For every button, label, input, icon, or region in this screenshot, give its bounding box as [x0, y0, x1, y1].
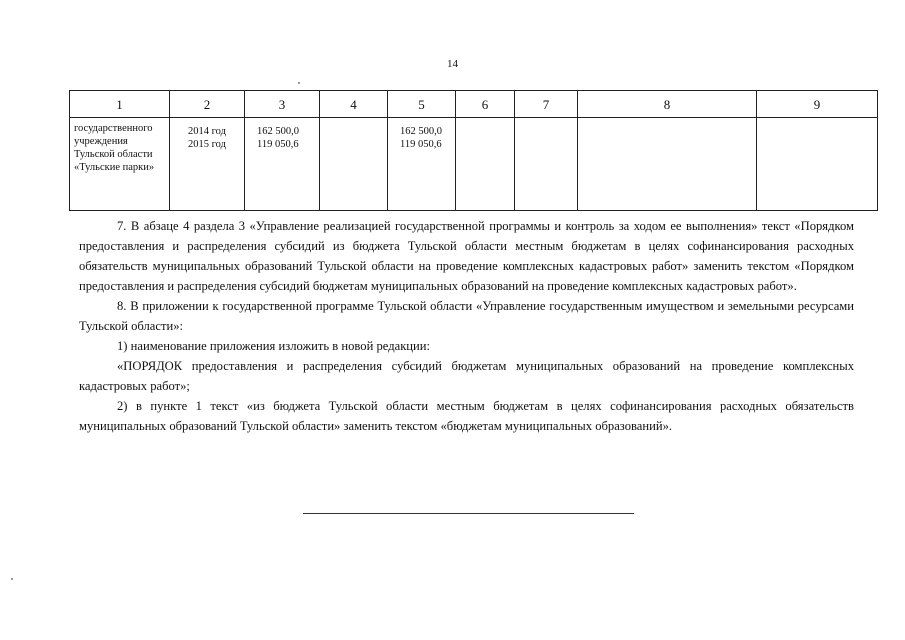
closing-divider: [303, 513, 634, 514]
paragraph-subitem-2: 2) в пункте 1 текст «из бюджета Тульской области местным бюджетам в целях софинансирования расходных обязательств муниципальных образований Тульской области» заменить текстом «бюджетам муниципальных образований».: [79, 399, 854, 433]
column-header: 3: [245, 91, 320, 118]
page-number: 14: [447, 58, 458, 70]
column-header: 7: [515, 91, 578, 118]
table-header-row: [70, 91, 878, 118]
year-cell: [170, 118, 245, 211]
institution-name-line: учреждения: [74, 136, 128, 147]
paragraph-quoted-title: «ПОРЯДОК предоставления и распределения субсидий бюджетам муниципальных образований на проведение комплексных кадастровых работ»;: [79, 359, 854, 393]
amount-value: 162 500,0: [400, 126, 442, 137]
institution-name-line: государственного: [74, 123, 153, 134]
institution-name-line: «Тульские парки»: [74, 162, 155, 173]
amount-value: 119 050,6: [257, 139, 299, 150]
institution-name-cell: [70, 118, 170, 211]
year-value: 2015 год: [188, 139, 226, 150]
scan-artifact: [298, 82, 300, 84]
column-header: 2: [170, 91, 245, 118]
column-header: 6: [456, 91, 515, 118]
budget-table: [69, 90, 878, 211]
amount-cell-col5: [388, 118, 456, 211]
column-header: 9: [757, 91, 878, 118]
column-header: 5: [388, 91, 456, 118]
document-body: [79, 216, 854, 436]
empty-cell-col7: [515, 118, 578, 211]
scan-artifact: [11, 578, 13, 580]
empty-cell-col8: [578, 118, 757, 211]
amount-cell-col3: [245, 118, 320, 211]
institution-name-line: Тульской области: [74, 149, 153, 160]
amount-value: 162 500,0: [257, 126, 299, 137]
column-header: 8: [578, 91, 757, 118]
column-header: 4: [320, 91, 388, 118]
column-header: 1: [70, 91, 170, 118]
table-row: [70, 118, 878, 211]
paragraph-item-8: 8. В приложении к государственной программе Тульской области «Управление государственным имуществом и земельными ресурсами Тульской области»:: [79, 299, 854, 333]
empty-cell-col6: [456, 118, 515, 211]
paragraph-item-7: 7. В абзаце 4 раздела 3 «Управление реализацией государственной программы и контроль за ходом ее выполнения» текст «Порядком предоставления и распределения субсидий из бюджета Тульской области местным бюджетам в целях софинансирования расходных обязательств муниципальных образований Тульской области на проведение комплексных кадастровых работ» заменить текстом «Порядком предоставления и распределения субсидий бюджетам муниципальных образований на проведение комплексных кадастровых работ».: [79, 219, 854, 293]
empty-cell-col9: [757, 118, 878, 211]
budget-table-container: [69, 90, 877, 211]
amount-value: 119 050,6: [400, 139, 442, 150]
paragraph-subitem-1: 1) наименование приложения изложить в новой редакции:: [117, 339, 431, 353]
year-value: 2014 год: [188, 126, 226, 137]
empty-cell-col4: [320, 118, 388, 211]
